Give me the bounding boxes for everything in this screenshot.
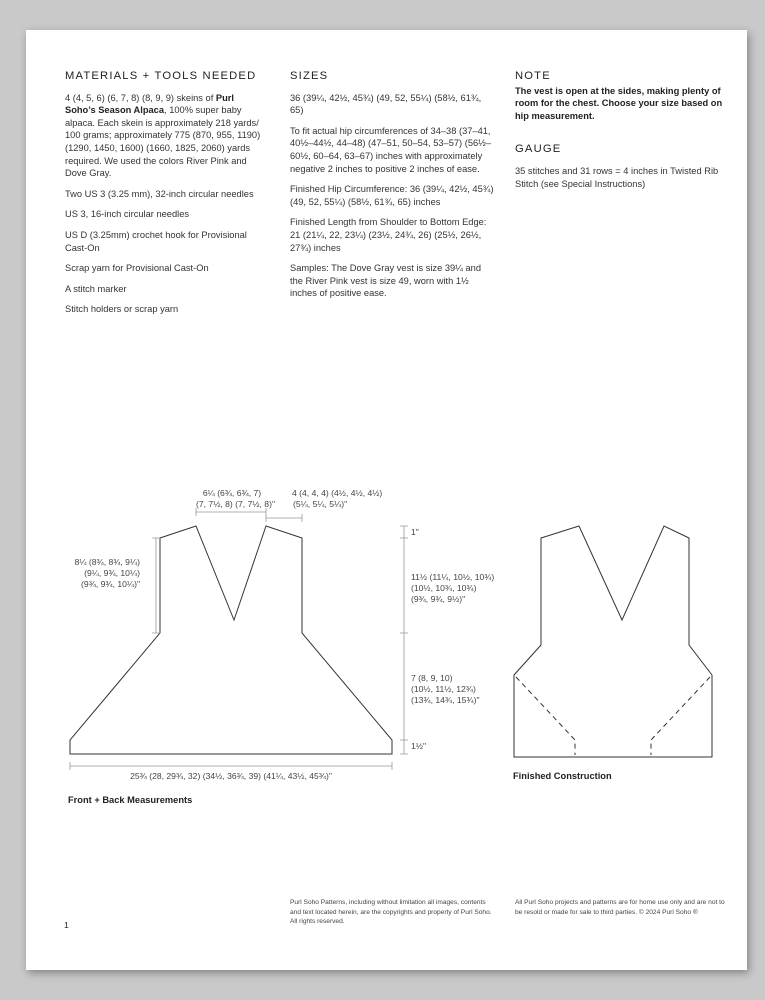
yarn-text-start: 4 (4, 5, 6) (6, 7, 8) (8, 9, 9) skeins of <box>65 92 216 103</box>
materials-heading: MATERIALS + TOOLS NEEDED <box>65 70 257 82</box>
materials-item: Stitch holders or scrap yarn <box>65 304 179 315</box>
armhole-line-1: 8¼ (8¾, 8¾, 9¼) <box>74 557 140 567</box>
lower-length-line-3: (13¾, 14¾, 15¾)" <box>411 695 480 705</box>
gauge-heading: GAUGE <box>515 143 562 156</box>
gauge-text: 35 stitches and 31 rows = 4 inches in Twisted Rib Stitch (see Special Instructions) <box>515 165 719 189</box>
armhole-line-3: (9¾, 9¾, 10¼)" <box>81 579 140 589</box>
materials-item: A stitch marker <box>65 283 127 294</box>
materials-item: Scrap yarn for Provisional Cast-On <box>65 263 209 274</box>
materials-item: US 3, 16-inch circular needles <box>65 209 190 220</box>
upper-length-line-1: 11½ (11¼, 10½, 10¾) <box>411 572 495 582</box>
sizes-paragraph: 36 (39¼, 42½, 45¾) (49, 52, 55¼) (58½, 61¾, 65) <box>290 92 482 116</box>
sizes-paragraph: To fit actual hip circumferences of 34–38 (37–41, 40½–44½, 44–48) (47–51, 50–54, 53–57) (56½–60½, 60–64, 63–67) inches with approximately negative 2 inches to positive 2 inches of ease. <box>290 125 492 174</box>
sizes-heading: SIZES <box>290 70 329 82</box>
bottom-dimension-line <box>70 762 392 770</box>
shoulder-width-label <box>292 488 382 510</box>
note-heading: NOTE <box>515 70 551 82</box>
shoulder-width-line-1: 4 (4, 4, 4) (4½, 4½, 4½) <box>292 488 383 498</box>
neck-width-line-2: (7, 7½, 8) (7, 7½, 8)" <box>196 499 275 509</box>
shoulder-height-label: 1" <box>411 527 419 537</box>
armhole-depth-label <box>56 557 140 590</box>
hem-label: 1½" <box>411 741 426 751</box>
copyright-notice: Purl Soho Patterns, including without limitation all images, contents and text located herein, are the copyrights and property of Purl Soho. All rights reserved. <box>290 899 492 926</box>
materials-item: Two US 3 (3.25 mm), 32-inch circular needles <box>65 188 254 199</box>
lower-length-line-1: 7 (8, 9, 10) <box>411 673 453 683</box>
schematic-drawing <box>26 30 747 970</box>
front-back-caption: Front + Back Measurements <box>68 795 193 805</box>
armhole-dimension-line <box>152 538 160 633</box>
construction-caption: Finished Construction <box>513 771 612 781</box>
upper-length-line-3: (9¾, 9¾, 9½)" <box>411 594 466 604</box>
materials-item: US D (3.25mm) crochet hook for Provisional Cast-On <box>65 229 247 253</box>
pattern-page <box>26 30 747 970</box>
yarn-text-end: , 100% super baby alpaca. Each skein is approximately 218 yards/ 100 grams; approximately 775 (870, 955, 1190) (1290, 1450, 1600) (1660, 1825, 2060) yards required. We used the colors River Pink and Dove Gray. <box>65 105 261 179</box>
home-use-notice: All Purl Soho projects and patterns are for home use only and are not to be resold or made for sale to third parties. © 2024 Purl Soho ® <box>515 899 725 916</box>
shoulder-width-line-2: (5¼, 5¼, 5¼)" <box>293 499 348 509</box>
lower-length-line-2: (10½, 11½, 12¾) <box>411 684 476 694</box>
lower-length-label <box>411 673 480 706</box>
upper-length-label <box>411 572 494 605</box>
construction-dashed-right <box>651 677 710 755</box>
yarn-brand: Purl Soho’s Season Alpaca <box>65 92 234 116</box>
bottom-width-label: 25¾ (28, 29¾, 32) (34½, 36¾, 39) (41¼, 43½, 45¾)" <box>130 771 332 781</box>
upper-length-line-2: (10½, 10¾, 10¾) <box>411 583 477 593</box>
construction-dashed-left <box>516 677 575 755</box>
note-text: The vest is open at the sides, making plenty of room for the chest. Choose your size based on hip measurement. <box>515 85 723 121</box>
sizes-paragraph: Finished Hip Circumference: 36 (39¼, 42½, 45¾) (49, 52, 55¼) (58½, 61¾, 65) inches <box>290 184 494 207</box>
sizes-paragraph: Samples: The Dove Gray vest is size 39¼ and the River Pink vest is size 49, worn with 1½ inches of positive ease. <box>290 263 482 299</box>
armhole-line-2: (9¼, 9¾, 10¼) <box>84 568 140 578</box>
page-number: 1 <box>64 920 69 930</box>
shoulder-dimension-line <box>266 514 302 522</box>
neck-width-line-1: 6¼ (6¾, 6¾, 7) <box>202 488 262 498</box>
construction-outline <box>514 526 712 757</box>
sizes-paragraph: Finished Length from Shoulder to Bottom Edge: 21 (21¼, 22, 23¼) (23½, 24¾, 26) (25½, 26½, 27¾) inches <box>290 217 487 253</box>
neck-width-label <box>196 488 275 510</box>
height-dimension-line <box>400 526 408 754</box>
